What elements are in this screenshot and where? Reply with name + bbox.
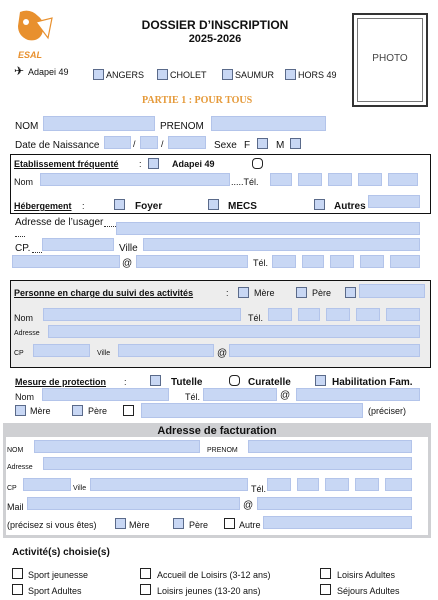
suivi-pere-checkbox[interactable]	[296, 287, 307, 298]
page-title: DOSSIER D’INSCRIPTION	[141, 18, 289, 32]
hebergement-colon: :	[82, 201, 85, 211]
suivi-tel-5[interactable]	[386, 308, 420, 321]
activity-sport-jeunesse-label: Sport jeunesse	[28, 570, 89, 580]
location-hors49-label: HORS 49	[298, 70, 337, 80]
curatelle-label: Curatelle	[248, 377, 291, 388]
curatelle-checkbox[interactable]	[229, 375, 240, 386]
activity-sport-adultes-checkbox[interactable]	[12, 584, 23, 595]
sexe-m-label: M	[276, 140, 285, 151]
adresse-usager-label: Adresse de l’usager	[15, 217, 104, 228]
suivi-ville-label: Ville	[97, 350, 111, 357]
autres-label: Autres	[334, 201, 366, 212]
fact-mail-at: @	[243, 500, 254, 511]
facturation-title: Adresse de facturation	[157, 425, 277, 437]
fact-tel-4[interactable]	[355, 478, 379, 491]
logo-text: ESAL	[18, 50, 43, 60]
fact-autre-field[interactable]	[263, 516, 412, 529]
suivi-autre-field[interactable]	[359, 284, 425, 298]
activites-title: Activité(s) choisie(s)	[12, 547, 110, 558]
fact-ville-label: Ville	[73, 485, 87, 492]
activity-loisirs-adultes-label: Loisirs Adultes	[337, 570, 396, 580]
suivi-tel-label: Tél.	[248, 313, 264, 323]
photo-box	[352, 13, 428, 107]
tutelle-label: Tutelle	[171, 377, 203, 388]
prenom-field[interactable]	[211, 116, 326, 131]
adresse-usager-field-1[interactable]	[116, 222, 420, 235]
activity-accueil-loisirs-label: Accueil de Loisirs (3-12 ans)	[157, 570, 271, 580]
nom-label: NOM	[15, 121, 39, 132]
mesure-tel-label: Tél.	[185, 392, 201, 402]
etablissement-adapei-label: Adapei 49	[172, 159, 215, 169]
fact-tel-3[interactable]	[325, 478, 349, 491]
location-saumur-checkbox[interactable]	[222, 69, 233, 80]
adapei-icon: ✈	[14, 64, 25, 78]
birth-sep-1: /	[133, 139, 136, 149]
ville-label: Ville	[119, 243, 138, 254]
mesure-colon: :	[124, 377, 127, 387]
fact-adresse-label: Adresse	[7, 464, 33, 471]
mesure-nom-label: Nom	[15, 392, 35, 402]
activity-sport-jeunesse-checkbox[interactable]	[12, 568, 23, 579]
photo-label: PHOTO	[372, 53, 408, 64]
mesure-preciser-label: (préciser)	[368, 406, 407, 416]
mesure-mere-label: Mère	[30, 406, 51, 416]
location-cholet-label: CHOLET	[170, 70, 207, 80]
etablissement-tel-label: .....Tél.	[231, 177, 259, 187]
suivi-pere-label: Père	[312, 288, 332, 298]
partie-heading: PARTIE 1 : POUR TOUS	[142, 95, 253, 106]
habilitation-label: Habilitation Fam.	[332, 377, 413, 388]
autres-checkbox[interactable]	[314, 199, 325, 210]
mesure-at: @	[280, 390, 291, 401]
location-angers-label: ANGERS	[106, 70, 145, 80]
location-saumur-label: SAUMUR	[235, 70, 275, 80]
fact-pere-checkbox[interactable]	[173, 518, 184, 529]
mesure-pere-checkbox[interactable]	[72, 405, 83, 416]
suivi-adresse-field[interactable]	[48, 325, 420, 338]
prenom-label: PRENOM	[160, 121, 204, 132]
sexe-m-checkbox[interactable]	[290, 138, 301, 149]
suivi-adresse-label: Adresse	[14, 330, 40, 337]
mecs-label: MECS	[228, 201, 257, 212]
etab-tel-3[interactable]	[328, 173, 352, 186]
email-domain-field[interactable]	[136, 255, 248, 268]
location-cholet-checkbox[interactable]	[157, 69, 168, 80]
etablissement-other-checkbox[interactable]	[252, 158, 263, 169]
fact-mere-checkbox[interactable]	[115, 518, 126, 529]
foyer-label: Foyer	[135, 201, 163, 212]
etab-tel-2[interactable]	[298, 173, 322, 186]
mesure-mere-checkbox[interactable]	[15, 405, 26, 416]
tutelle-checkbox[interactable]	[150, 375, 161, 386]
nom-field[interactable]	[43, 116, 155, 131]
activity-loisirs-jeunes-checkbox[interactable]	[140, 584, 151, 595]
suivi-tel-2[interactable]	[298, 308, 320, 321]
fact-cp-label: CP	[7, 485, 17, 492]
adresse-dots-1	[104, 226, 116, 227]
suivi-cp-field[interactable]	[33, 344, 90, 357]
location-hors49-checkbox[interactable]	[285, 69, 296, 80]
suivi-tel-4[interactable]	[356, 308, 380, 321]
mesure-nom-field[interactable]	[42, 388, 169, 401]
habilitation-checkbox[interactable]	[315, 375, 326, 386]
email-user-field[interactable]	[12, 255, 120, 268]
mesure-email-field[interactable]	[296, 388, 420, 401]
fact-pere-label: Père	[189, 520, 209, 530]
etablissement-colon: :	[139, 159, 142, 169]
tel-5[interactable]	[390, 255, 420, 268]
suivi-mere-label: Mère	[254, 288, 275, 298]
fact-prenom-label: PRENOM	[207, 447, 238, 454]
mesure-pere-label: Père	[88, 406, 108, 416]
mesure-title: Mesure de protection	[15, 377, 107, 387]
fact-autre-checkbox[interactable]	[224, 518, 235, 529]
fact-mail-label: Mail	[7, 502, 24, 512]
etab-tel-5[interactable]	[388, 173, 418, 186]
activity-accueil-loisirs-checkbox[interactable]	[140, 568, 151, 579]
suivi-at: @	[217, 348, 228, 359]
mesure-autre-checkbox[interactable]	[123, 405, 134, 416]
email-at: @	[122, 258, 133, 269]
fact-tel-label: Tél.	[251, 484, 267, 494]
mesure-tel-field[interactable]	[203, 388, 277, 401]
tel-3[interactable]	[330, 255, 354, 268]
suivi-tel-1[interactable]	[268, 308, 292, 321]
cp-label: CP.	[15, 243, 31, 254]
activity-sport-adultes-label: Sport Adultes	[28, 586, 82, 596]
fact-precisez-label: (précisez si vous êtes)	[7, 520, 97, 530]
foyer-checkbox[interactable]	[114, 199, 125, 210]
fact-cp-field[interactable]	[23, 478, 71, 491]
birth-month-field[interactable]	[140, 136, 158, 149]
activity-sejours-adultes-label: Séjours Adultes	[337, 586, 400, 596]
sexe-label: Sexe	[214, 140, 237, 151]
birth-sep-2: /	[161, 139, 164, 149]
fact-tel-5[interactable]	[385, 478, 412, 491]
fact-tel-1[interactable]	[267, 478, 291, 491]
fact-ville-field[interactable]	[90, 478, 248, 491]
suivi-tel-3[interactable]	[326, 308, 350, 321]
fact-nom-field[interactable]	[34, 440, 200, 453]
fact-nom-label: NOM	[7, 447, 24, 454]
fact-mere-label: Mère	[129, 520, 150, 530]
fact-mail-user-field[interactable]	[27, 497, 240, 510]
fact-mail-domain-field[interactable]	[257, 497, 412, 510]
cp-field[interactable]	[42, 238, 114, 251]
activity-loisirs-adultes-checkbox[interactable]	[320, 568, 331, 579]
etablissement-title: Etablissement fréquenté	[14, 159, 119, 169]
etablissement-adapei-checkbox[interactable]	[148, 158, 159, 169]
fact-adresse-field[interactable]	[43, 457, 412, 470]
suivi-mere-checkbox[interactable]	[238, 287, 249, 298]
etab-tel-1[interactable]	[270, 173, 292, 186]
suivi-ville-field[interactable]	[118, 344, 214, 357]
page-year: 2025-2026	[188, 33, 242, 45]
birth-label: Date de Naissance	[15, 140, 100, 151]
activity-sejours-adultes-checkbox[interactable]	[320, 584, 331, 595]
tel-label: Tél.	[253, 258, 269, 268]
suivi-email-field[interactable]	[229, 344, 420, 357]
sexe-f-checkbox[interactable]	[257, 138, 268, 149]
etablissement-nom-field[interactable]	[40, 173, 230, 186]
cp-dots	[32, 252, 42, 253]
etab-tel-4[interactable]	[358, 173, 382, 186]
location-angers-checkbox[interactable]	[93, 69, 104, 80]
suivi-nom-label: Nom	[14, 313, 34, 323]
tel-1[interactable]	[272, 255, 296, 268]
sexe-f-label: F	[244, 140, 251, 151]
autres-field[interactable]	[368, 195, 420, 208]
birth-year-field[interactable]	[168, 136, 206, 149]
suivi-title: Personne en charge du suivi des activités	[14, 288, 194, 298]
mesure-autre-field[interactable]	[141, 403, 363, 418]
fact-tel-2[interactable]	[297, 478, 319, 491]
ville-field[interactable]	[143, 238, 420, 251]
activity-loisirs-jeunes-label: Loisirs jeunes (13-20 ans)	[157, 586, 261, 596]
fact-prenom-field[interactable]	[248, 440, 412, 453]
suivi-nom-field[interactable]	[43, 308, 241, 321]
tel-4[interactable]	[360, 255, 384, 268]
hebergement-title: Hébergement	[14, 201, 72, 211]
tel-2[interactable]	[302, 255, 324, 268]
suivi-cp-label: CP	[14, 350, 24, 357]
mecs-checkbox[interactable]	[208, 199, 219, 210]
fact-autre-label: Autre	[239, 520, 261, 530]
suivi-autre-checkbox[interactable]	[345, 287, 356, 298]
adresse-dots-2	[15, 236, 25, 237]
etablissement-nom-label: Nom	[14, 177, 34, 187]
birth-day-field[interactable]	[104, 136, 131, 149]
adapei-label: Adapei 49	[28, 67, 69, 77]
suivi-colon: :	[226, 288, 229, 298]
